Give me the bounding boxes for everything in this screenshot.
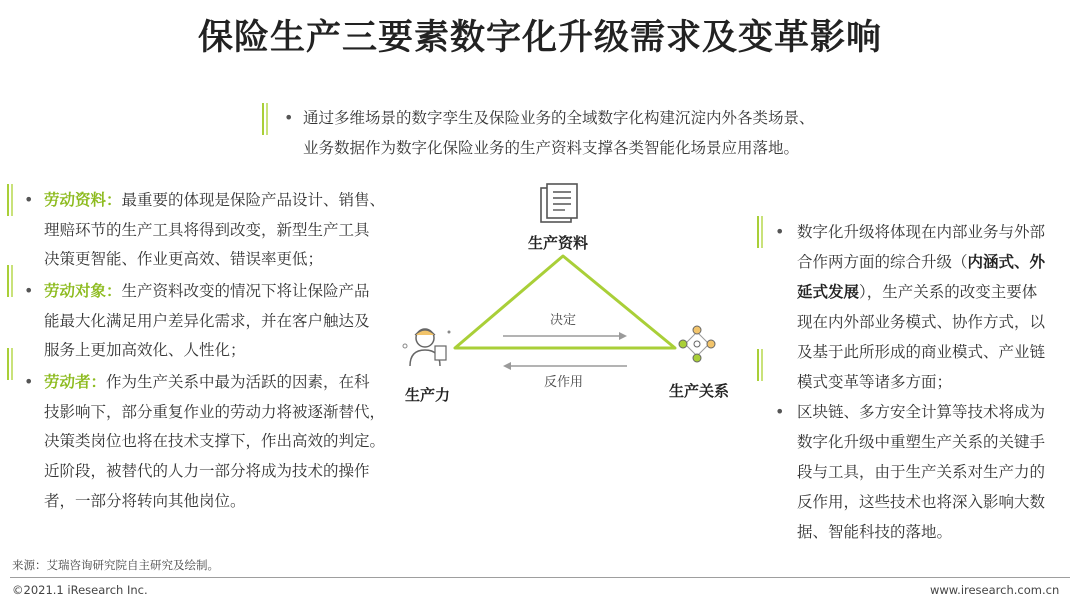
document-icon	[541, 184, 577, 222]
team-network-icon	[679, 326, 715, 362]
left-item-label: 劳动资料：	[44, 191, 122, 209]
left-item-text: 决策更智能、作业更高效、错误率更低；	[44, 250, 324, 268]
right-item-1-line	[797, 248, 1045, 276]
right-item-1-line	[797, 278, 1037, 306]
right-item-1-line: 数字化升级将体现在内部业务与外部	[797, 223, 1046, 241]
accent-bar	[757, 216, 763, 248]
left-item-2	[44, 277, 370, 305]
accent-bar	[262, 103, 268, 135]
arrow-label-reaction: 反作用	[544, 375, 584, 390]
left-item-text: 决策类岗位也将在技术支撑下，作出高效的判定。	[44, 432, 386, 450]
right-emphasis: 延式发展	[797, 283, 860, 301]
triangle-outline	[455, 256, 675, 348]
node-label-productive-forces: 生产力	[405, 386, 451, 404]
right-item-2-line: 区块链、多方安全计算等技术将成为	[797, 403, 1046, 421]
website: www.iresearch.com.cn	[930, 583, 1060, 597]
node-label-relations-of-production: 生产关系	[669, 382, 730, 400]
arrow-back-head	[503, 362, 511, 370]
bullet: •	[775, 402, 785, 421]
left-item-label: 劳动者：	[44, 373, 107, 391]
footer-divider	[10, 577, 1070, 578]
top-note-line: 业务数据作为数字化保险业务的生产资料支撑各类智能化场景应用落地。	[303, 139, 800, 157]
left-item-text: 服务上更加高效化、人性化；	[44, 341, 246, 359]
left-item-text: 技影响下，部分重复作业的劳动力将被逐渐替代，	[44, 403, 386, 421]
left-item-label: 劳动对象：	[44, 282, 122, 300]
bullet: •	[24, 372, 34, 391]
arrow-label-determines: 决定	[550, 313, 577, 328]
left-item-text: 生产资料改变的情况下将让保险产品	[121, 282, 370, 300]
accent-bar	[757, 349, 763, 381]
left-item-text: 最重要的体现是保险产品设计、销售、	[121, 191, 386, 209]
bullet: •	[284, 108, 294, 127]
accent-bar	[7, 184, 13, 216]
source-note: 来源：艾瑞咨询研究院自主研究及绘制。	[12, 558, 219, 572]
left-item-text: 能最大化满足用户差异化需求，并在客户触达及	[44, 312, 370, 330]
accent-bar	[7, 348, 13, 380]
bullet: •	[775, 222, 785, 241]
arrow-forward-head	[619, 332, 627, 340]
bullet: •	[24, 190, 34, 209]
left-item-text: 作为生产关系中最为活跃的因素，在科	[106, 373, 370, 391]
right-item-2-line: 段与工具，由于生产关系对生产力的	[797, 463, 1046, 481]
right-item-1-line: 及基于此所形成的商业模式、产业链	[797, 343, 1046, 361]
right-text: 合作两方面的综合升级（	[797, 253, 968, 271]
left-item-3	[44, 368, 370, 396]
page-title: 保险生产三要素数字化升级需求及变革影响	[197, 18, 882, 58]
left-item-text: 近阶段，被替代的人力一部分将成为技术的操作	[44, 462, 370, 480]
right-item-1-line: 模式变革等诸多方面；	[797, 373, 953, 391]
right-item-2-line: 据、智能科技的落地。	[797, 523, 953, 541]
right-item-2-line: 反作用，这些技术也将深入影响大数	[797, 493, 1046, 511]
right-item-1-line: 现在内外部业务模式、协作方式，以	[797, 313, 1046, 331]
bullet: •	[24, 281, 34, 300]
left-item-1	[44, 186, 385, 214]
node-label-means-of-production: 生产资料	[528, 234, 589, 252]
worker-icon	[403, 329, 451, 366]
right-text: ），生产关系的改变主要体	[859, 283, 1038, 301]
top-note-line: 通过多维场景的数字孪生及保险业务的全域数字化构建沉淀内外各类场景、	[303, 109, 815, 127]
left-item-text: 理赔环节的生产工具将得到改变，新型生产工具	[44, 221, 370, 239]
left-item-text: 者，一部分将转向其他岗位。	[44, 492, 246, 510]
accent-bar	[7, 265, 13, 297]
right-emphasis: 内涵式、外	[967, 253, 1046, 271]
copyright: ©2021.1 iResearch Inc.	[12, 583, 148, 597]
right-item-2-line: 数字化升级中重塑生产关系的关键手	[797, 433, 1046, 451]
